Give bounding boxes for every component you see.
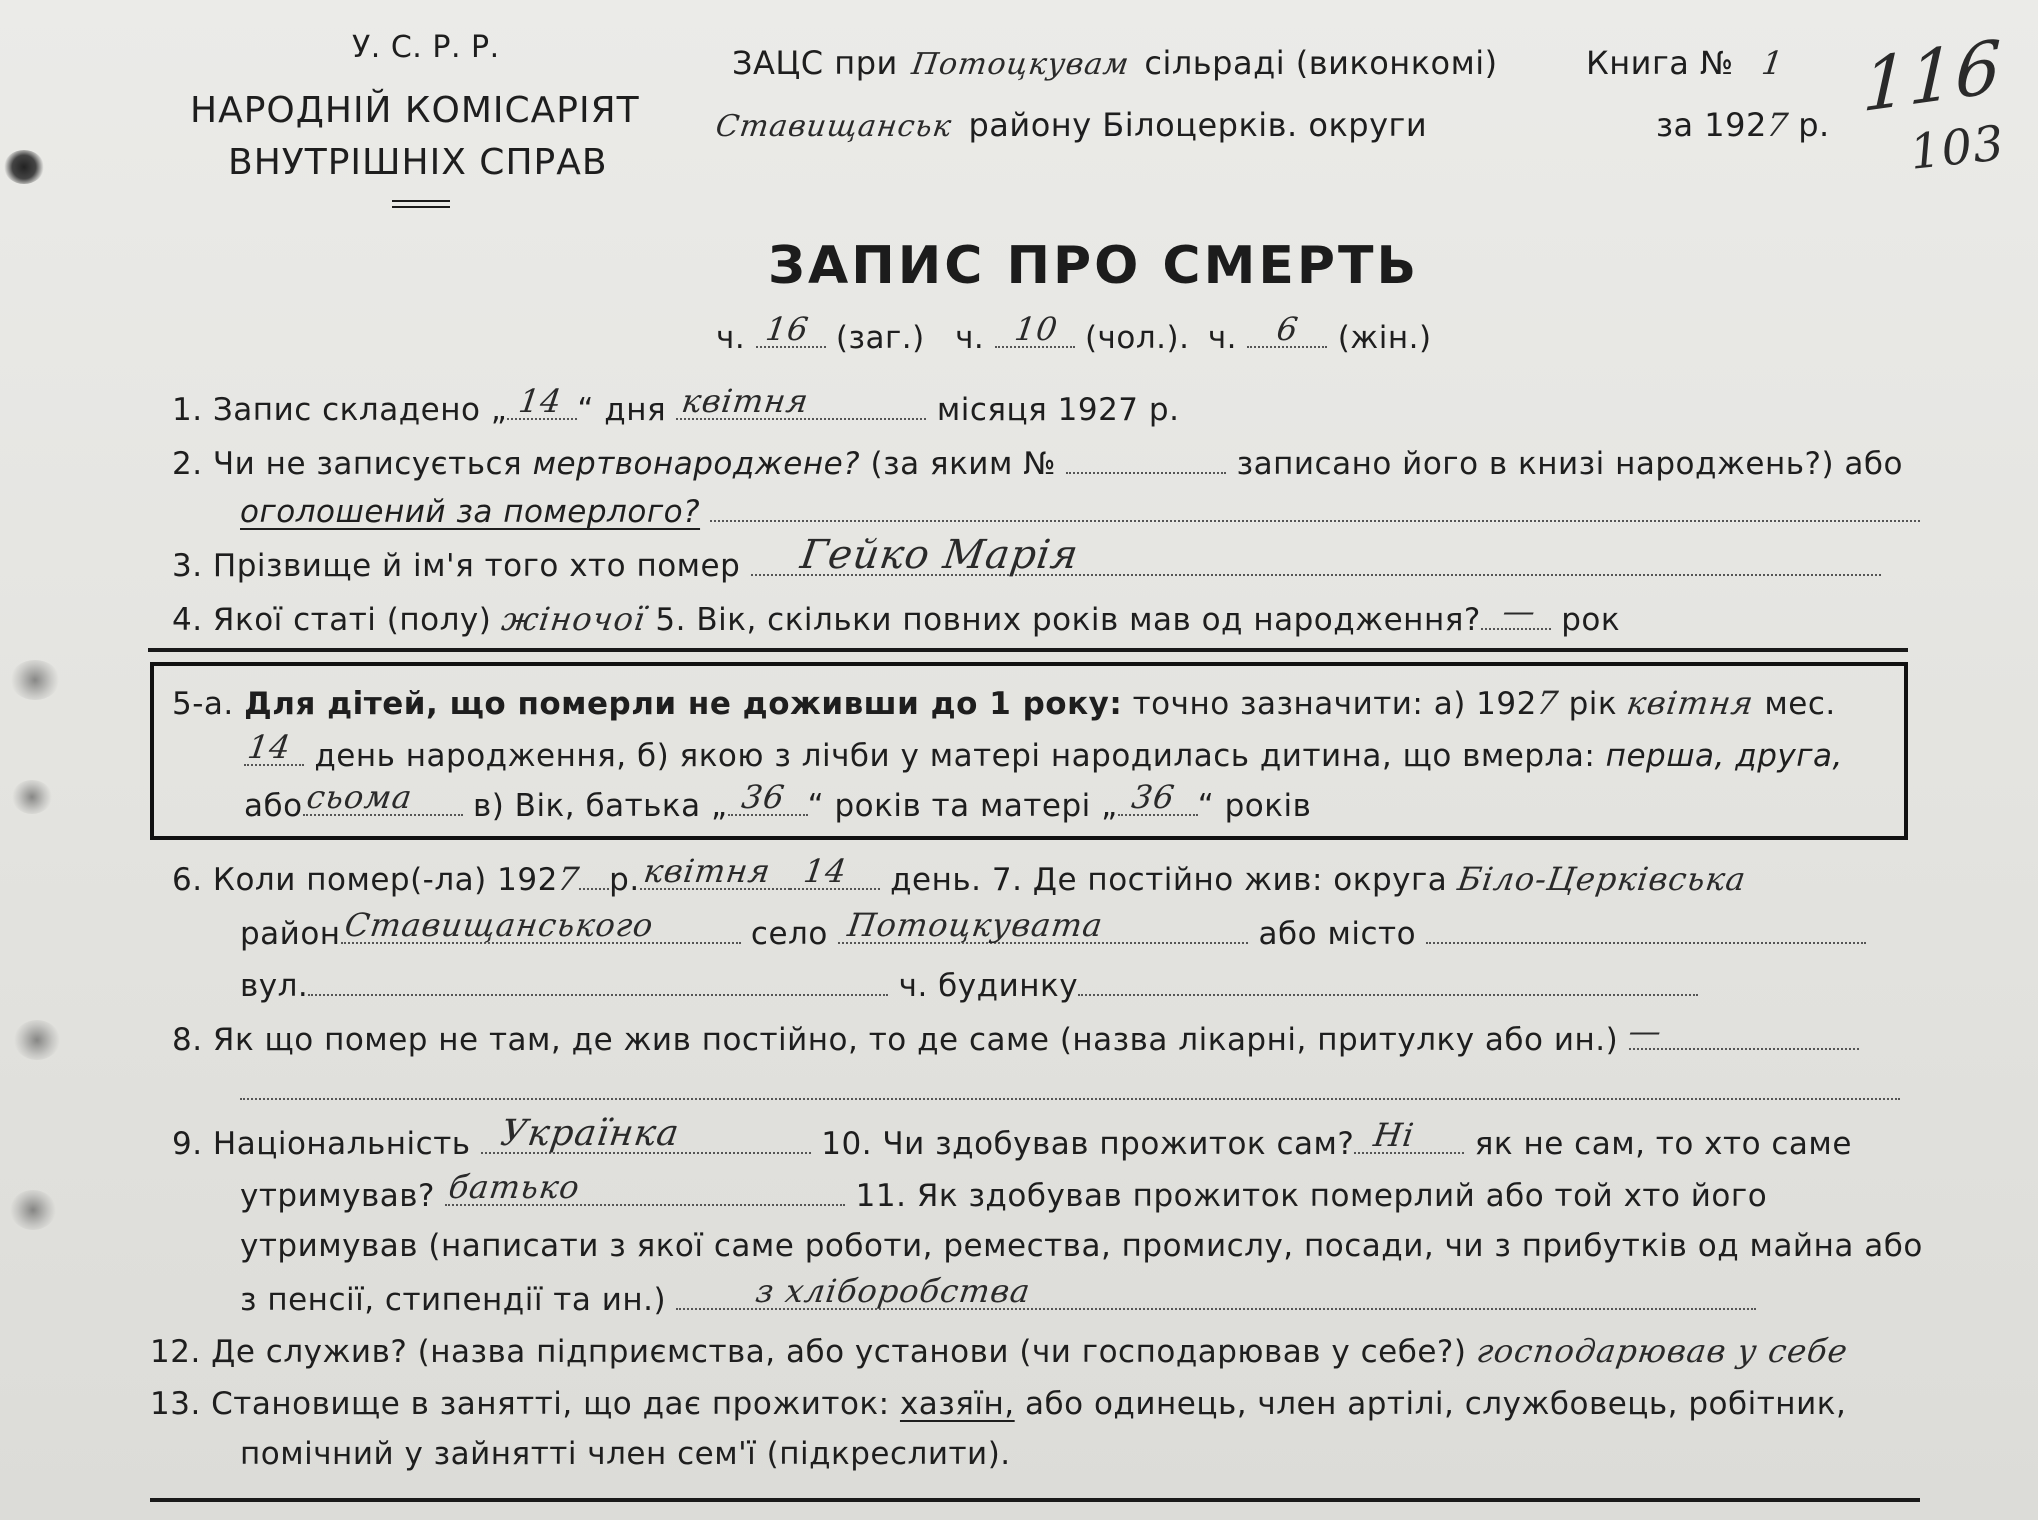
item-3 bbox=[172, 531, 1881, 584]
item-2-label: 2. Чи не записується bbox=[172, 445, 523, 482]
item-7-city-label: або місто bbox=[1258, 915, 1417, 952]
book-label: Книга № bbox=[1586, 44, 1734, 82]
count-female-handwritten: 6 bbox=[1274, 309, 1302, 348]
item-6-day-handwritten: 14 bbox=[801, 852, 850, 890]
item-1-day-handwritten: 14 bbox=[516, 381, 565, 420]
item-6-year-handwritten: 7 bbox=[555, 860, 582, 898]
item-5a-second: друга, bbox=[1735, 737, 1843, 774]
book-line bbox=[1586, 44, 1787, 82]
divider bbox=[392, 200, 450, 202]
item-3-label: 3. Прізвище й ім'я того хто помер bbox=[172, 547, 741, 584]
item-4-5 bbox=[172, 592, 1621, 638]
item-6-label: 6. Коли помер(-ла) 192 bbox=[172, 862, 558, 898]
item-3-name-handwritten: Гейко Марія bbox=[797, 531, 1082, 578]
item-12-label: 12. Де служив? (назва підприємства, або установи (чи господарював у себе?) bbox=[150, 1334, 1467, 1370]
item-5a-year-suffix: рік bbox=[1568, 686, 1618, 722]
item-7-selo-label: село bbox=[750, 915, 828, 952]
item-1-month-label: місяця 1927 р. bbox=[936, 391, 1180, 428]
item-1-month-handwritten: квітня bbox=[679, 381, 812, 420]
item-2 bbox=[172, 444, 1903, 482]
item-10-answer-handwritten: Ні bbox=[1371, 1115, 1418, 1154]
item-8-handwritten: — bbox=[1625, 1011, 1665, 1050]
item-11-line2: утримував (написати з якої саме роботи, ремества, промислу, посади, чи з прибутків од майна або bbox=[240, 1228, 1923, 1264]
item-7-street-label: вул. bbox=[240, 967, 309, 1004]
zags-suffix: сільраді (виконкомі) bbox=[1144, 44, 1498, 82]
item-9-nationality-handwritten: Українка bbox=[498, 1112, 682, 1154]
item-7-okruga-handwritten: Біло-Церківська bbox=[1454, 860, 1749, 898]
count-total-handwritten: 16 bbox=[762, 309, 811, 348]
item-10-who-label: як не сам, то хто саме bbox=[1474, 1125, 1852, 1162]
binder-hole bbox=[4, 150, 44, 184]
binder-mark bbox=[14, 1020, 60, 1060]
count-total-prefix: ч. bbox=[716, 319, 746, 356]
item-7-house-label: ч. будинку bbox=[898, 967, 1079, 1004]
item-5a-line2 bbox=[244, 727, 1843, 774]
item-5a-month-label: мес. bbox=[1764, 686, 1836, 722]
counts-line bbox=[716, 309, 1432, 356]
count-male-prefix: ч. bbox=[955, 319, 985, 356]
divider bbox=[392, 206, 450, 208]
header-ministry-line1: НАРОДНІЙ КОМІСАРІЯТ bbox=[190, 90, 640, 131]
count-female-label: (жін.) bbox=[1337, 319, 1432, 356]
item-5a-heading: Для дітей, що померли не доживши до 1 року: bbox=[244, 686, 1123, 722]
zags-line bbox=[732, 44, 1498, 82]
item-9-label: 9. Національність bbox=[172, 1125, 471, 1162]
item-10-supporter-handwritten: батько bbox=[446, 1167, 583, 1206]
item-13-label: 13. Становище в занятті, що дає прожиток: bbox=[150, 1386, 890, 1422]
year-label: за 192 bbox=[1656, 106, 1767, 144]
item-6-month-handwritten: квітня bbox=[641, 852, 773, 890]
item-5-label: 5. Вік, скільки повних років мав од народження? bbox=[655, 602, 1481, 638]
item-4-label: 4. Якої статі (полу) bbox=[172, 602, 492, 638]
item-5a-line1 bbox=[172, 684, 1836, 722]
item-1-label: 1. Запис складено „ bbox=[172, 391, 508, 428]
item-5a-day-handwritten: 14 bbox=[245, 727, 294, 766]
item-4-sex-handwritten: жіночої bbox=[499, 600, 648, 638]
zags-prefix: ЗАЦС при bbox=[732, 44, 898, 82]
item-5a-mother-age-handwritten: 36 bbox=[1129, 777, 1178, 816]
item-5a-line3 bbox=[244, 777, 1312, 824]
item-13-owner-underlined: хазяїн, bbox=[899, 1386, 1015, 1422]
item-7-line3 bbox=[240, 966, 1698, 1004]
count-female-prefix: ч. bbox=[1207, 319, 1237, 356]
item-5a-first: перша, bbox=[1605, 737, 1725, 774]
item-12-workplace-handwritten: господарював у себе bbox=[1474, 1332, 1851, 1370]
binder-mark bbox=[10, 660, 60, 700]
binder-mark bbox=[12, 780, 52, 814]
item-5a-years-label: “ років bbox=[1197, 787, 1312, 824]
item-7-rayon-handwritten: Ставищанського bbox=[341, 905, 656, 944]
item-8-label: 8. Як що помер не там, де жив постійно, то де саме (назва лікарні, притулку або ин.) bbox=[172, 1021, 1619, 1058]
item-1-day-label: “ дня bbox=[577, 391, 667, 428]
item-7-selo-handwritten: Потоцкувата bbox=[845, 905, 1106, 944]
item-2-declared-dead: оголошений за померлого? bbox=[240, 493, 701, 530]
count-total-label: (заг.) bbox=[835, 319, 925, 356]
item-5a-father-label: в) Вік, батька „ bbox=[472, 787, 728, 824]
count-male-label: (чол.). bbox=[1084, 319, 1190, 356]
box-top-rule bbox=[148, 648, 1908, 652]
item-6-7 bbox=[172, 852, 1749, 898]
item-2-number-label: (за яким № bbox=[870, 445, 1056, 482]
district-line bbox=[713, 106, 1428, 144]
item-5a-year-label: точно зазначити: а) 192 bbox=[1132, 686, 1537, 722]
year-digit-handwritten: 7 bbox=[1764, 106, 1791, 144]
item-5a-month-handwritten: квітня bbox=[1624, 684, 1757, 722]
year-line bbox=[1656, 106, 1830, 144]
item-5a-number: 5-а. bbox=[172, 686, 234, 722]
item-2-tail: записано його в книзі народжень?) або bbox=[1236, 445, 1903, 482]
item-7-label: 7. Де постійно жив: округа bbox=[991, 862, 1448, 898]
item-5a-or-label: або bbox=[244, 787, 303, 824]
item-10-supported-label: утримував? bbox=[240, 1177, 435, 1214]
header-ussr: У. С. Р. Р. bbox=[352, 30, 500, 65]
item-12 bbox=[150, 1332, 1851, 1370]
bottom-rule bbox=[150, 1498, 1920, 1502]
item-5-unit: рок bbox=[1561, 602, 1621, 638]
item-11-line3 bbox=[240, 1271, 1756, 1318]
item-9-10 bbox=[172, 1112, 1852, 1162]
item-2-stillborn: мертвонароджене? bbox=[532, 445, 861, 482]
zags-village-handwritten: Потоцкувам bbox=[910, 47, 1133, 82]
item-13 bbox=[150, 1386, 1846, 1422]
item-8-line2 bbox=[240, 1070, 1900, 1108]
item-8 bbox=[172, 1011, 1859, 1058]
item-11-occupation-handwritten: з хліборобства bbox=[753, 1271, 1034, 1310]
item-13-options: або одинець, член артілі, службовець, робітник, bbox=[1025, 1386, 1847, 1422]
item-5a-order-handwritten: сьома bbox=[303, 777, 415, 816]
corner-mark2-handwritten: 103 bbox=[1907, 115, 2008, 181]
item-5a-birth-order-label: день народження, б) якою з лічби у матері народилась дитина, що вмерла: bbox=[314, 737, 1596, 774]
item-7-rayon-label: район bbox=[240, 915, 341, 952]
item-6-year-suffix: р. bbox=[609, 862, 640, 898]
item-10-label: 10. Чи здобував прожиток сам? bbox=[821, 1125, 1355, 1162]
item-5a-father-age-handwritten: 36 bbox=[738, 777, 787, 816]
item-11-pension-label: з пенсії, стипендії та ин.) bbox=[240, 1281, 667, 1318]
item-7-line2 bbox=[240, 905, 1866, 952]
district-suffix: району Білоцерків. округи bbox=[968, 106, 1428, 144]
item-5a-year-handwritten: 7 bbox=[1534, 684, 1561, 722]
item-2-line2 bbox=[240, 492, 1920, 530]
item-6-day-label: день. bbox=[890, 862, 982, 898]
item-11-label: 11. Як здобував прожиток померлий або той хто його bbox=[855, 1177, 1768, 1214]
item-5a-mother-label: “ років та матері „ bbox=[807, 787, 1118, 824]
item-5-age-handwritten: — bbox=[1500, 592, 1539, 630]
count-male-handwritten: 10 bbox=[1011, 309, 1060, 348]
document-title: ЗАПИС ПРО СМЕРТЬ bbox=[768, 236, 1420, 296]
corner-mark-handwritten: 116 bbox=[1861, 23, 2004, 129]
book-number-handwritten: 1 bbox=[1759, 44, 1787, 82]
header-ministry-line2: ВНУТРІШНІХ СПРАВ bbox=[228, 142, 608, 183]
year-suffix: р. bbox=[1798, 106, 1830, 144]
item-1 bbox=[172, 381, 1180, 428]
item-10-line2 bbox=[240, 1167, 1768, 1214]
item-13-line2: помічний у зайнятті член сем'ї (підкреслити). bbox=[240, 1436, 1011, 1472]
binder-mark bbox=[10, 1190, 56, 1230]
district-handwritten: Ставищанськ bbox=[713, 109, 955, 144]
